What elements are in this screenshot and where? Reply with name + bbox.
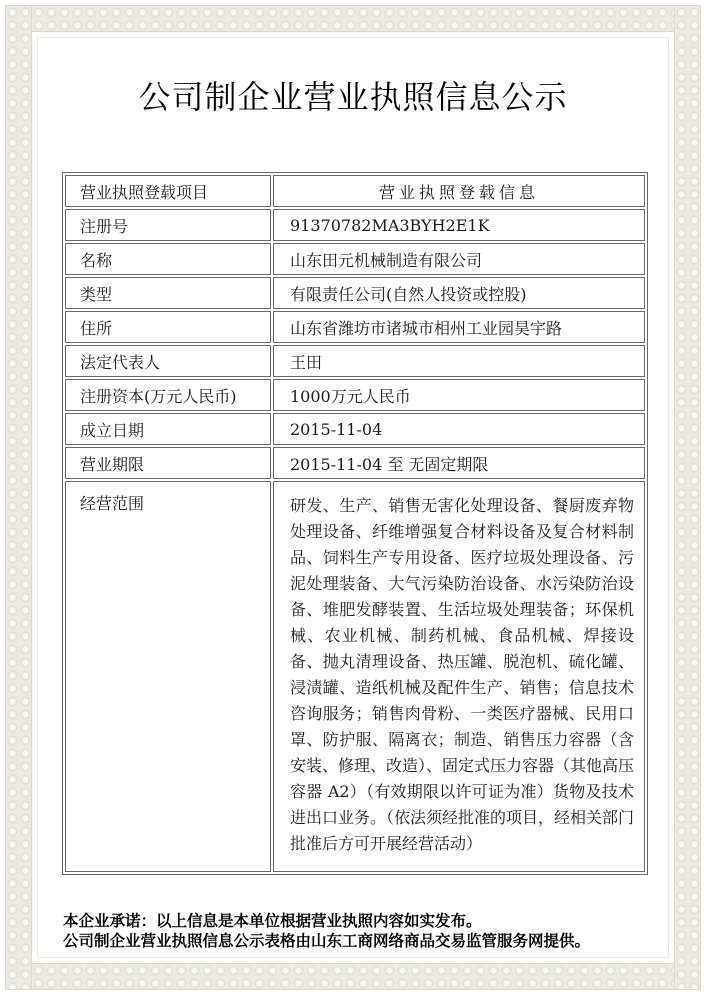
table-row-company-type xyxy=(65,277,645,309)
frame-border-top xyxy=(5,5,701,32)
header-info-label: 营业执照登载信息 xyxy=(273,175,645,207)
row-value: 有限责任公司(自然人投资或控股) xyxy=(273,277,645,309)
row-label: 经营范围 xyxy=(65,481,271,872)
header-item-label: 营业执照登载项目 xyxy=(65,175,271,207)
footer-line-1: 本企业承诺：以上信息是本单位根据营业执照内容如实发布。 xyxy=(63,912,482,930)
page-title: 公司制企业营业执照信息公示 xyxy=(138,78,568,116)
frame-border-bottom xyxy=(5,963,701,990)
row-value: 2015-11-04 xyxy=(273,413,645,445)
footer-statement xyxy=(63,911,663,951)
row-label: 名称 xyxy=(65,243,271,275)
table-row-business-term xyxy=(65,447,645,479)
license-info-table xyxy=(62,172,648,875)
row-label: 成立日期 xyxy=(65,413,271,445)
table-row-registration-number xyxy=(65,209,645,241)
row-value: 王田 xyxy=(273,345,645,377)
row-value xyxy=(273,481,645,872)
table-row-establishment-date xyxy=(65,413,645,445)
row-label: 注册资本(万元人民币) xyxy=(65,379,271,411)
row-value: 91370782MA3BYH2E1K xyxy=(273,209,645,241)
row-label: 住所 xyxy=(65,311,271,343)
row-label: 注册号 xyxy=(65,209,271,241)
row-value: 山东田元机械制造有限公司 xyxy=(273,243,645,275)
table-row-business-scope xyxy=(65,481,645,872)
row-label: 营业期限 xyxy=(65,447,271,479)
row-value: 山东省潍坊市诸城市相州工业园昊宇路 xyxy=(273,311,645,343)
table-row-registered-capital xyxy=(65,379,645,411)
row-label: 类型 xyxy=(65,277,271,309)
row-value: 1000万元人民币 xyxy=(273,379,645,411)
frame-border-right xyxy=(674,5,701,990)
row-value: 2015-11-04 至 无固定期限 xyxy=(273,447,645,479)
business-scope-text: 研发、生产、销售无害化处理设备、餐厨废弃物处理设备、纤维增强复合材料设备及复合材料制品、饲料生产专用设备、医疗垃圾处理设备、污泥处理装备、大气污染防治设备、水污染防治设备、堆肥发酵装置、生活垃圾处理装备；环保机械、农业机械、制药机械、食品机械、焊接设备、抛丸清理设备、热压罐、脱泡机、硫化罐、浸渍罐、造纸机械及配件生产、销售；信息技术咨询服务；销售肉骨粉、一类医疗器械、民用口罩、防护服、隔离衣；制造、销售压力容器（含安装、修理、改造）、固定式压力容器（其他高压容器 A2）（有效期限以许可证为准）货物及技术进出口业务。（依法须经批准的项目，经相关部门批准后方可开展经营活动） xyxy=(290,496,635,853)
table-header-row xyxy=(65,175,645,207)
frame-border-left xyxy=(5,5,32,990)
footer-line-2: 公司制企业营业执照信息公示表格由山东工商网络商品交易监管服务网提供。 xyxy=(63,932,591,950)
table-row-legal-representative xyxy=(65,345,645,377)
row-label: 法定代表人 xyxy=(65,345,271,377)
table-row-address xyxy=(65,311,645,343)
table-row-company-name xyxy=(65,243,645,275)
